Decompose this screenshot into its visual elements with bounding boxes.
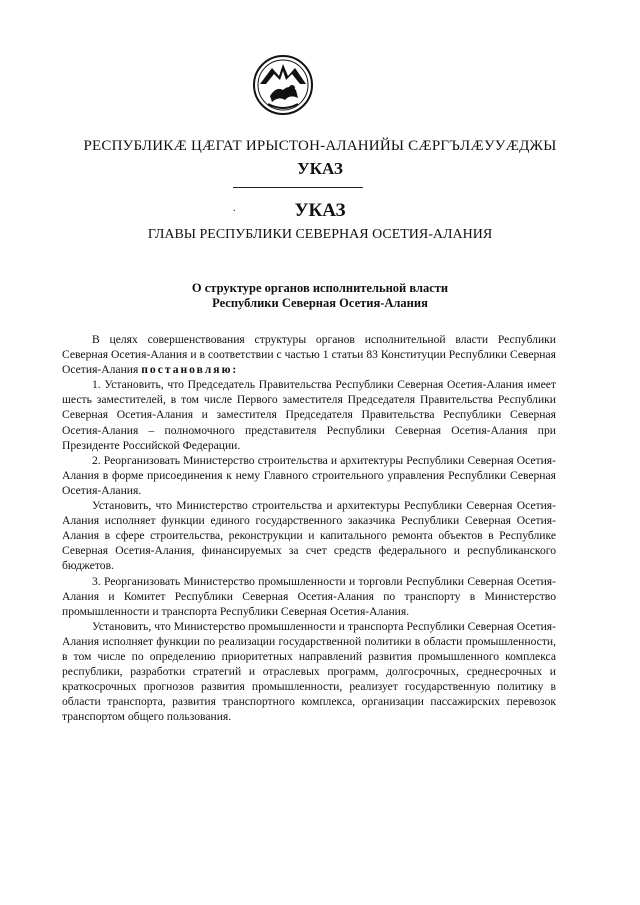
decree-paragraph-4: 3. Реорганизовать Министерство промышленности и торговли Республики Северная Осетия-Алания и Комитет Республики Северная Осетия-Алания по транспорту в Министерство промышленности и транспорта Республики Северная Осетия-Алания. [62, 574, 556, 618]
decree-intro-paragraph [62, 332, 556, 377]
decree-paragraph-5: Установить, что Министерство промышленности и транспорта Республики Северная Осетия-Алания исполняет функции по реализации государственной политики в области промышленности, в том числе по определению приоритетных направлений развития промышленного комплекса республики, разработки стратегий и отраслевых программ, долгосрочных, среднесрочных и краткосрочных прогнозов развития промышленности, реализует государственную политику в области транспорта, развития транспортного комплекса, организации пассажирских перевозок транспортом общего пользования. [62, 619, 556, 724]
decree-subject [0, 281, 640, 311]
decree-paragraph-2: 2. Реорганизовать Министерство строительства и архитектуры Республики Северная Осетия-Алания в форме присоединения к нему Главного строительного управления Республики Северная Осетия-Алания. [62, 453, 556, 497]
decorative-dot: . [233, 203, 236, 214]
decree-body [62, 332, 556, 724]
header-ossetian: РЕСПУБЛИКӔ ЦӔГАТ ИРЫСТОН-АЛАНИЙЫ СӔРГЪЛӔУУӔДЖЫ [83, 138, 557, 154]
header-russian: ГЛАВЫ РЕСПУБЛИКИ СЕВЕРНАЯ ОСЕТИЯ-АЛАНИЯ [147, 227, 493, 242]
decree-paragraph-3: Установить, что Министерство строительства и архитектуры Республики Северная Осетия-Алания исполняет функции единого государственного заказчика Республики Северная Осетия-Алания в сфере строительства, реконструкции и капитального ремонта объектов в Республике Северная Осетия-Алания, финансируемых за счет средств федерального и республиканского бюджетов. [62, 499, 556, 573]
header-divider [233, 187, 363, 188]
decree-word: постановляю: [141, 363, 239, 377]
ukaz-title-russian: УКАЗ [294, 200, 346, 221]
decree-paragraph-1: 1. Установить, что Председатель Правительства Республики Северная Осетия-Алания имеет шесть заместителей, в том числе Первого заместителя Председателя Правительства Республики Северная Осетия-Алания и заместителя Председателя Правительства Республики Северная Осетия-Алания – полномочного представителя Республики Северная Осетия-Алания при Президенте Российской Федерации. [62, 378, 556, 452]
coat-of-arms-icon [252, 54, 314, 116]
ukaz-title-ossetian: УКАЗ [297, 159, 343, 178]
decree-intro-text: В целях совершенствования структуры органов исполнительной власти Республики Северная Осетия-Алания и в соответствии с частью 1 статьи 83 Конституции Республики Северная Осетия-Алания [62, 333, 556, 377]
decree-subject-line2: Республики Северная Осетия-Алания [212, 296, 428, 310]
decree-subject-line1: О структуре органов исполнительной власти [191, 281, 449, 295]
